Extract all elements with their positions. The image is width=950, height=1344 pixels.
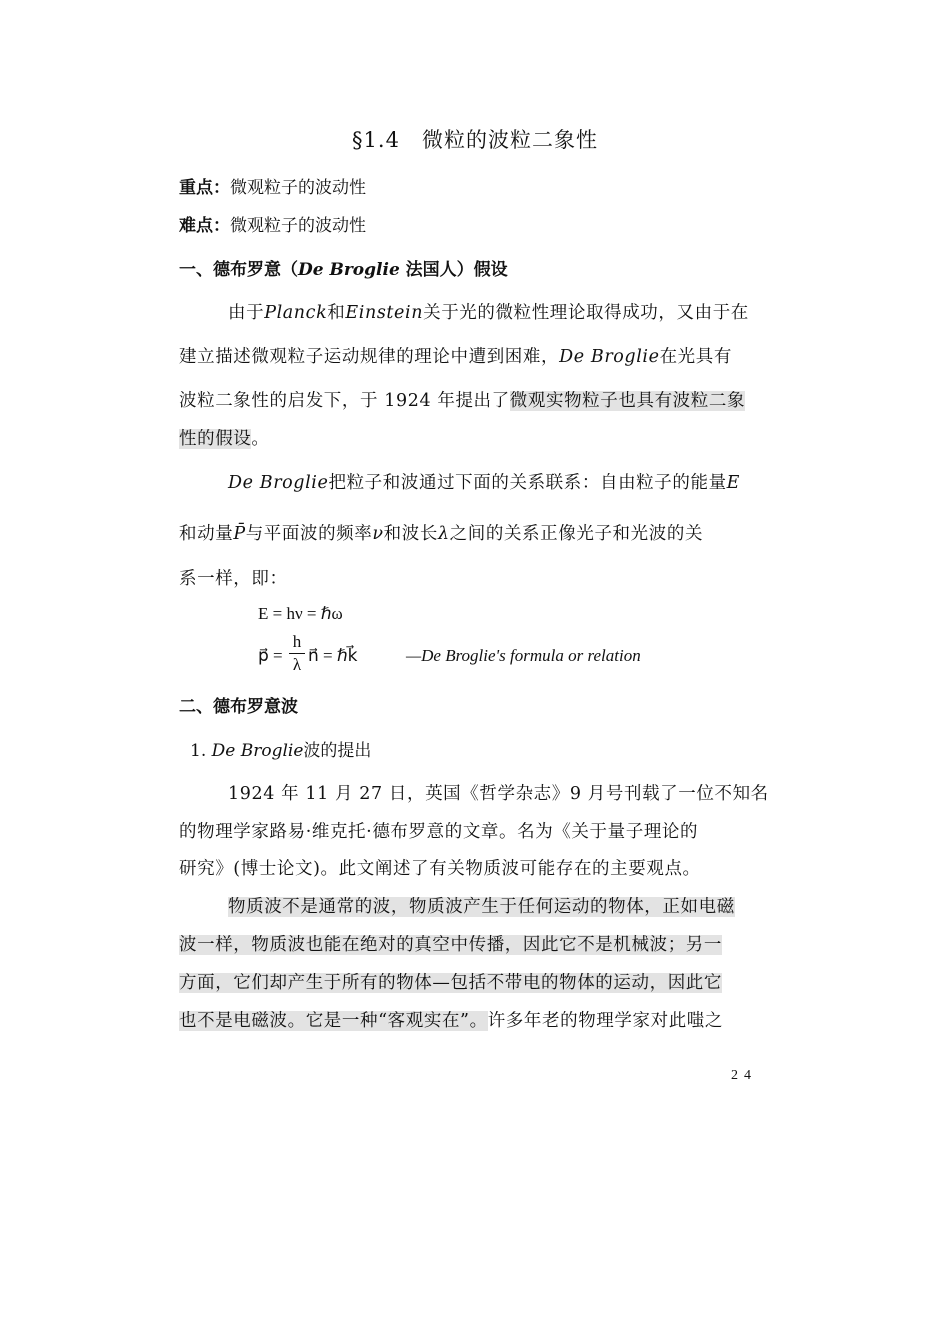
s1-p1-l3-a: 波粒二象性的启发下，于 1924 年提出了 [179, 391, 510, 411]
highlight-hypothesis-1: 微观实物粒子也具有波粒二象 [509, 391, 746, 411]
s2-p2-l4-b: 许多年老的物理学家对此嗤之 [487, 1011, 724, 1031]
highlight-matter-wave-2: 波一样，物质波也能在绝对的真空中传播，因此它不是机械波；另一 [179, 935, 722, 955]
fraction-denominator: λ [292, 655, 302, 674]
s2-p2-line1 [228, 893, 755, 918]
s2-p1-line2: 的物理学家路易·维克托·德布罗意的文章。名为《关于量子理论的 [179, 822, 699, 842]
page-number: 24 [731, 1068, 757, 1083]
einstein-name: Einstein [345, 303, 424, 323]
s1-p2-l2-b: 与平面波的频率 [245, 524, 373, 544]
section1-heading-post: 法国人）假设 [399, 260, 508, 280]
highlight-matter-wave-1: 物质波不是通常的波，物质波产生于任何运动的物体，正如电磁 [228, 897, 735, 917]
page-title: §1.4 微粒的波粒二象性 [352, 128, 598, 152]
s1-p2-l2-d: 之间的关系正像光子和光波的关 [449, 524, 704, 544]
s1-p2-l1-a: 把粒子和波通过下面的关系联系：自由粒子的能量 [328, 473, 727, 493]
highlight-hypothesis-2: 性的假设 [179, 429, 252, 449]
de-broglie-name: De Broglie [559, 347, 660, 367]
s2-p2-line4 [179, 1007, 755, 1032]
subheading-number: 1. [190, 741, 207, 761]
de-broglie-name-2: De Broglie [228, 473, 329, 493]
wavelength-symbol: λ [437, 524, 450, 544]
s1-p1-l1-b: 和 [327, 303, 346, 323]
s1-p1-line4 [179, 425, 755, 450]
momentum-symbol: P̄ [233, 524, 246, 544]
s1-p2-l2-c: 和波长 [383, 524, 438, 544]
fraction-numerator: h [292, 632, 302, 651]
difficulty-label: 难点： [179, 216, 230, 236]
section1-heading [179, 255, 508, 280]
s1-p2-line1 [228, 469, 755, 494]
s1-p1-line2 [179, 343, 755, 368]
section1-heading-pre: 一、德布罗意（ [179, 260, 298, 280]
s2-p1-line1: 1924 年 11 月 27 日，英国《哲学杂志》9 月号刊载了一位不知名 [228, 784, 769, 804]
formula-energy: E = hν = ℏω [258, 604, 343, 623]
formula-fraction [289, 632, 305, 675]
frequency-symbol: ν [372, 524, 384, 544]
s1-p1-line3 [179, 387, 755, 412]
s2-p2-line3 [179, 969, 755, 994]
s1-p1-l1-c: 关于光的微粒性理论取得成功，又由于在 [423, 303, 749, 323]
subheading-name: De Broglie [211, 741, 304, 761]
key-point-text: 微观粒子的波动性 [230, 178, 366, 198]
section2-subheading [190, 736, 371, 761]
subheading-text: 波的提出 [303, 741, 372, 761]
section2-heading: 二、德布罗意波 [179, 697, 298, 717]
key-point-line [179, 173, 366, 198]
s1-p2-line3: 系一样，即： [179, 569, 288, 589]
highlight-matter-wave-4: 也不是电磁波。它是一种“客观实在”。 [179, 1011, 488, 1031]
s1-p2-l2-a: 和动量 [179, 524, 234, 544]
s1-p1-l1-a: 由于 [228, 303, 265, 323]
s1-p1-l2-b: 在光具有 [659, 347, 732, 367]
key-point-label: 重点： [179, 178, 230, 198]
highlight-matter-wave-3: 方面，它们却产生于所有的物体—包括不带电的物体的运动，因此它 [179, 973, 722, 993]
energy-symbol: E [726, 473, 741, 493]
fraction-bar [289, 653, 305, 654]
s1-p1-l4-b: 。 [251, 429, 270, 449]
s1-p2-line2 [179, 520, 755, 545]
s1-p1-line1 [228, 299, 755, 324]
section1-heading-name: De Broglie [298, 260, 400, 280]
s2-p1-line3: 研究》(博士论文)。此文阐述了有关物质波可能存在的主要观点。 [179, 859, 701, 879]
s2-p2-line2 [179, 931, 755, 956]
difficulty-line [179, 211, 366, 236]
formula-momentum-lhs: p⃗ = [258, 646, 283, 665]
formula-momentum-rhs: n⃗ = ℏk⃗ [308, 646, 358, 665]
difficulty-text: 微观粒子的波动性 [230, 216, 366, 236]
s1-p1-l2-a: 建立描述微观粒子运动规律的理论中遭到困难， [179, 347, 560, 367]
planck-name: Planck [264, 303, 328, 323]
formula-note: —De Broglie's formula or relation [406, 646, 641, 665]
